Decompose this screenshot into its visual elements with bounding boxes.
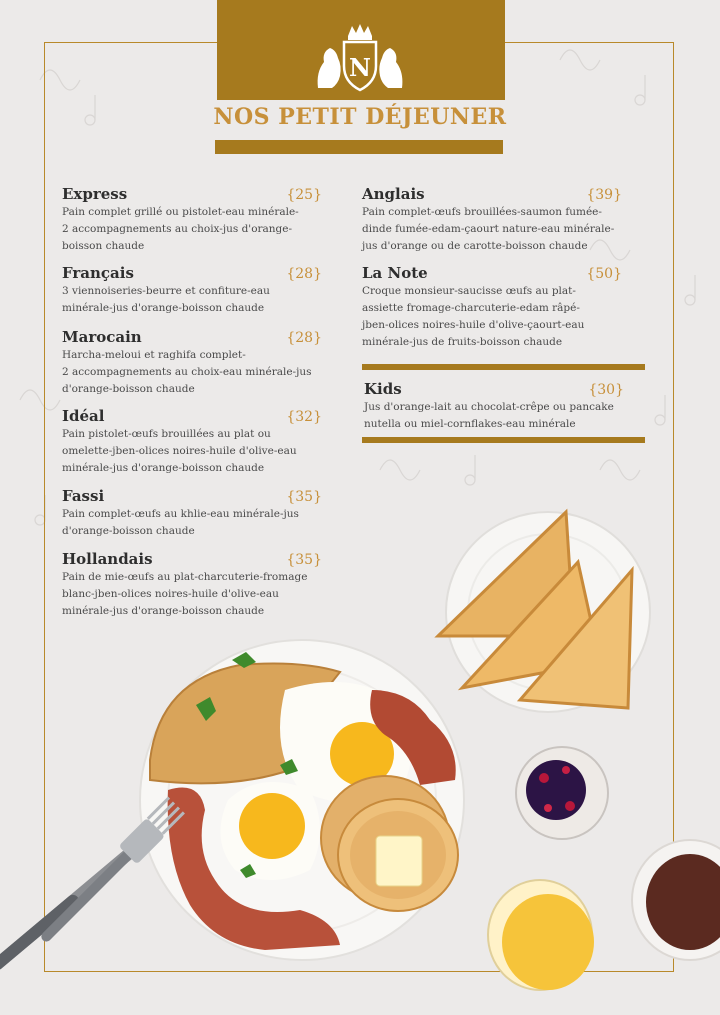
item-name: Fassi — [62, 487, 105, 505]
item-description: 3 viennoiseries-beurre et confiture-eau minérale-jus d'orange-boisson chaude — [62, 285, 270, 314]
item-price: {35} — [286, 552, 322, 568]
item-name: Express — [62, 185, 128, 203]
item-name: Marocain — [62, 328, 142, 346]
item-description: Harcha-meloui et raghifa complet- 2 accompagnements au choix-eau minérale-jus d'orange-boisson chaude — [62, 349, 312, 395]
item-name: La Note — [362, 264, 428, 282]
crest-logo — [310, 22, 410, 94]
menu-item-express — [62, 185, 322, 255]
menu-item-kids — [364, 380, 624, 433]
item-description: Pain de mie-œufs au plat-charcuterie-fromage blanc-jben-olices noires-huile d'olive-eau minérale-jus d'orange-boisson chaude — [62, 571, 308, 617]
item-price: {25} — [286, 187, 322, 203]
item-price: {28} — [286, 330, 322, 346]
menu-item-marocain — [62, 328, 322, 398]
item-name: Anglais — [362, 185, 425, 203]
breakfast-photo — [0, 490, 720, 1015]
title-underline — [215, 140, 503, 154]
kids-top-line — [362, 364, 645, 370]
item-price: {50} — [586, 266, 622, 282]
menu-item-anglais — [362, 185, 622, 255]
item-description: Pain pistolet-œufs brouillées au plat ou omelette-jben-olices noires-huile d'olive-eau minérale-jus d'orange-boisson chaude — [62, 428, 297, 474]
item-name: Idéal — [62, 407, 105, 425]
item-price: {30} — [588, 382, 624, 398]
item-price: {39} — [586, 187, 622, 203]
item-description: Pain complet-œufs brouillées-saumon fumée- dinde fumée-edam-çaourt nature-eau minérale- jus d'orange ou de carotte-boisson chaude — [362, 206, 615, 252]
item-description: Pain complet-œufs au khlie-eau minérale-jus d'orange-boisson chaude — [62, 508, 299, 537]
menu-title: NOS PETIT DÉJEUNER — [213, 104, 507, 130]
item-name: Français — [62, 264, 134, 282]
item-price: {35} — [286, 489, 322, 505]
item-description: Pain complet grillé ou pistolet-eau minérale- 2 accompagnements au choix-jus d'orange- boisson chaude — [62, 206, 299, 252]
kids-bottom-line — [362, 437, 645, 443]
item-name: Hollandais — [62, 550, 153, 568]
menu-item-francais — [62, 264, 322, 317]
item-price: {28} — [286, 266, 322, 282]
item-price: {32} — [286, 409, 322, 425]
item-description: Jus d'orange-lait au chocolat-crêpe ou pancake nutella ou miel-cornflakes-eau minérale — [364, 401, 614, 430]
menu-item-ideal — [62, 407, 322, 477]
menu-item-la-note — [362, 264, 622, 351]
item-name: Kids — [364, 380, 402, 398]
item-description: Croque monsieur-saucisse œufs au plat- assiette fromage-charcuterie-edam râpé- jben-olices noires-huile d'olive-çaourt-eau minérale-jus de fruits-boisson chaude — [362, 285, 585, 348]
crest-letter: N — [349, 53, 371, 82]
